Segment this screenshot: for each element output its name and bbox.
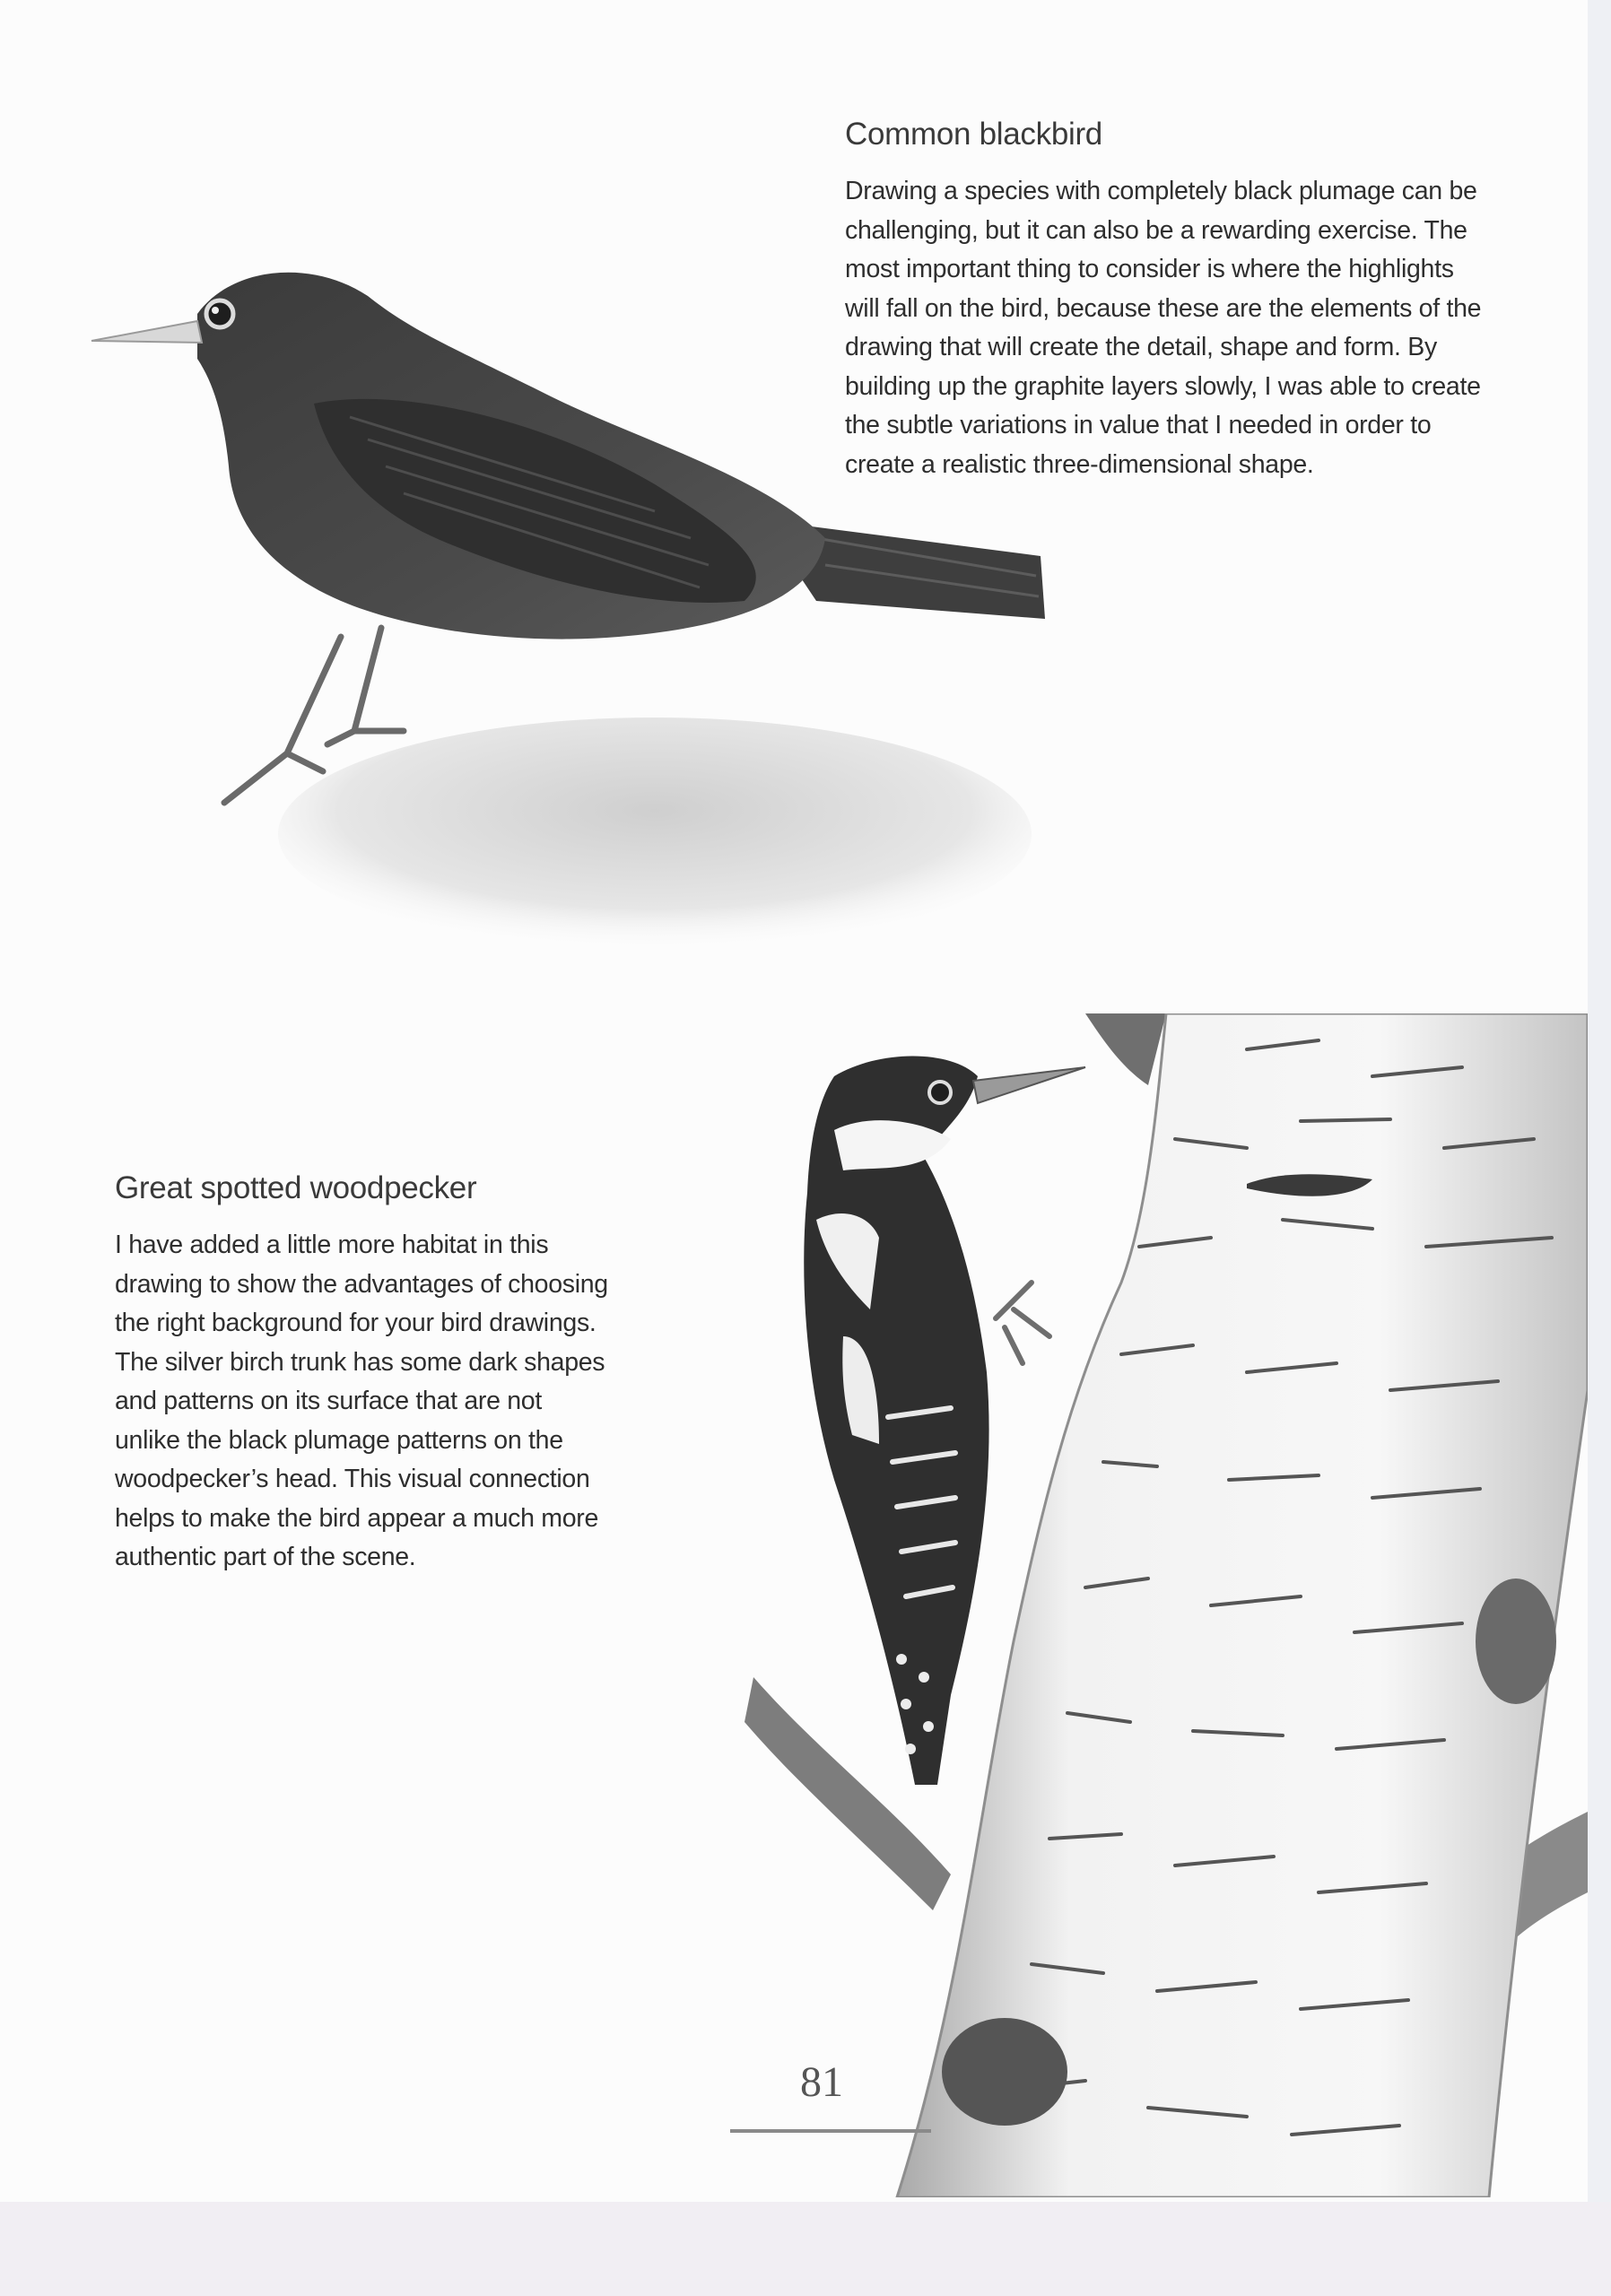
trunk-knot	[1476, 1578, 1556, 1704]
blackbird-eye	[206, 300, 233, 327]
text-line: building up the graphite layers slowly, I was able to create	[845, 371, 1481, 401]
page-bottom-band	[0, 2202, 1611, 2296]
blackbird-heading: Common blackbird	[845, 117, 1102, 152]
page-edge-shadow	[1588, 0, 1611, 2296]
text-line: I have added a little more habitat in this	[115, 1231, 549, 1259]
text-line: drawing that will create the detail, shape and form. By	[845, 333, 1437, 361]
text-line: unlike the black plumage patterns on the	[115, 1425, 563, 1455]
page-number: 81	[800, 2058, 843, 2106]
woodpecker-description	[115, 1226, 671, 1578]
trunk-base-knot	[942, 2018, 1067, 2126]
blackbird-description	[845, 172, 1554, 484]
text-line: challenging, but it can also be a rewarding exercise. The	[845, 215, 1467, 245]
woodpecker-foot	[996, 1283, 1049, 1363]
text-line: create a realistic three-dimensional shape.	[845, 449, 1314, 479]
text-line: helps to make the bird appear a much more	[115, 1503, 598, 1533]
text-line: most important thing to consider is where the highlights	[845, 255, 1454, 283]
woodpecker-on-birch-drawing	[745, 1013, 1588, 2197]
page-number-rule	[730, 2129, 931, 2133]
text-line: and patterns on its surface that are not	[115, 1387, 542, 1415]
text-line: the subtle variations in value that I needed in order to	[845, 411, 1432, 439]
text-line: will fall on the bird, because these are the elements of the	[845, 293, 1482, 323]
text-line: drawing to show the advantages of choosing	[115, 1269, 608, 1299]
text-line: The silver birch trunk has some dark shapes	[115, 1347, 605, 1377]
text-line: authentic part of the scene.	[115, 1543, 416, 1571]
woodpecker-heading: Great spotted woodpecker	[115, 1170, 477, 1205]
text-line: the right background for your bird drawings.	[115, 1309, 597, 1337]
blackbird-beak	[91, 321, 202, 343]
woodpecker-beak	[973, 1067, 1085, 1103]
text-line: Drawing a species with completely black plumage can be	[845, 177, 1477, 205]
ground-mound	[278, 718, 1032, 951]
text-line: woodpecker’s head. This visual connection	[115, 1465, 590, 1493]
woodpecker-eye	[929, 1082, 951, 1103]
woodpecker-section	[115, 1170, 671, 1578]
blackbird-section	[845, 117, 1554, 484]
